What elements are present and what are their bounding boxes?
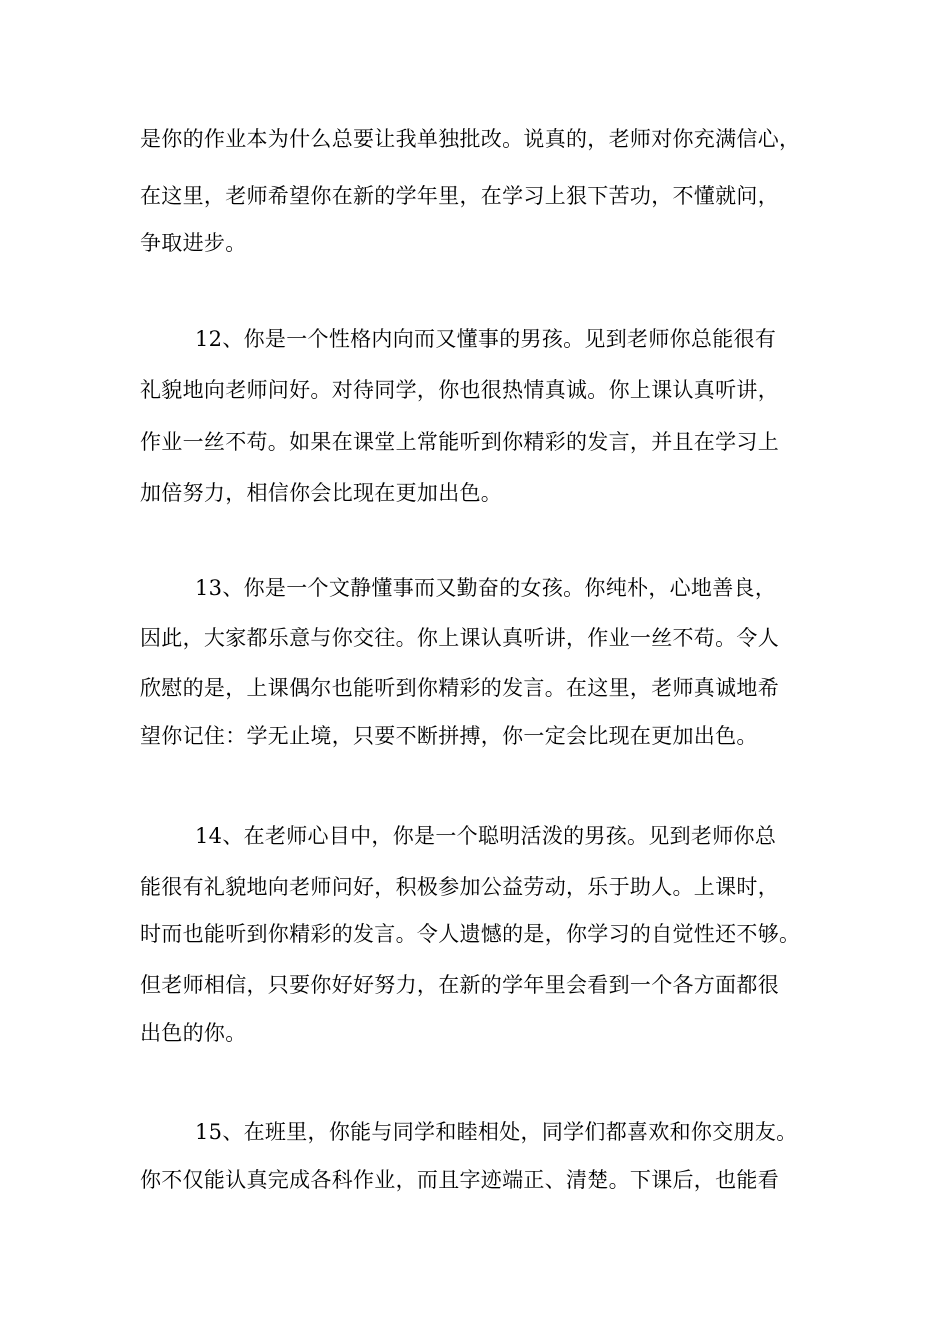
text-line: 加倍努力，相信你会比现在更加出色。	[140, 481, 503, 505]
text-line: 在这里，老师希望你在新的学年里，在学习上狠下苦功，不懂就问，	[140, 184, 779, 208]
text-line: 礼貌地向老师问好。对待同学，你也很热情真诚。你上课认真听讲，	[140, 378, 779, 402]
text-line: 望你记住：学无止境，只要不断拼搏，你一定会比现在更加出色。	[140, 724, 758, 748]
text-line: 出色的你。	[140, 1021, 247, 1045]
paragraph-first-line: 12、你是一个性格内向而又懂事的男孩。见到老师你总能很有	[195, 327, 777, 351]
text-line: 是你的作业本为什么总要让我单独批改。说真的，老师对你充满信心，	[140, 127, 801, 151]
text-line: 但老师相信，只要你好好努力，在新的学年里会看到一个各方面都很	[140, 973, 779, 997]
paragraph-first-line: 14、在老师心目中，你是一个聪明活泼的男孩。见到老师你总	[195, 824, 777, 848]
text-line: 因此，大家都乐意与你交往。你上课认真听讲，作业一丝不苟。令人	[140, 626, 779, 650]
paragraph-first-line: 13、你是一个文静懂事而又勤奋的女孩。你纯朴，心地善良，	[195, 576, 777, 600]
text-line: 争取进步。	[140, 231, 247, 255]
text-line: 欣慰的是，上课偶尔也能听到你精彩的发言。在这里，老师真诚地希	[140, 676, 779, 700]
text-line: 你不仅能认真完成各科作业，而且字迹端正、清楚。下课后，也能看	[140, 1168, 779, 1192]
text-line: 时而也能听到你精彩的发言。令人遗憾的是，你学习的自觉性还不够。	[140, 922, 801, 946]
text-line: 作业一丝不苟。如果在课堂上常能听到你精彩的发言，并且在学习上	[140, 430, 779, 454]
paragraph-first-line: 15、在班里，你能与同学和睦相处，同学们都喜欢和你交朋友。	[195, 1120, 798, 1144]
text-line: 能很有礼貌地向老师问好，积极参加公益劳动，乐于助人。上课时，	[140, 875, 779, 899]
